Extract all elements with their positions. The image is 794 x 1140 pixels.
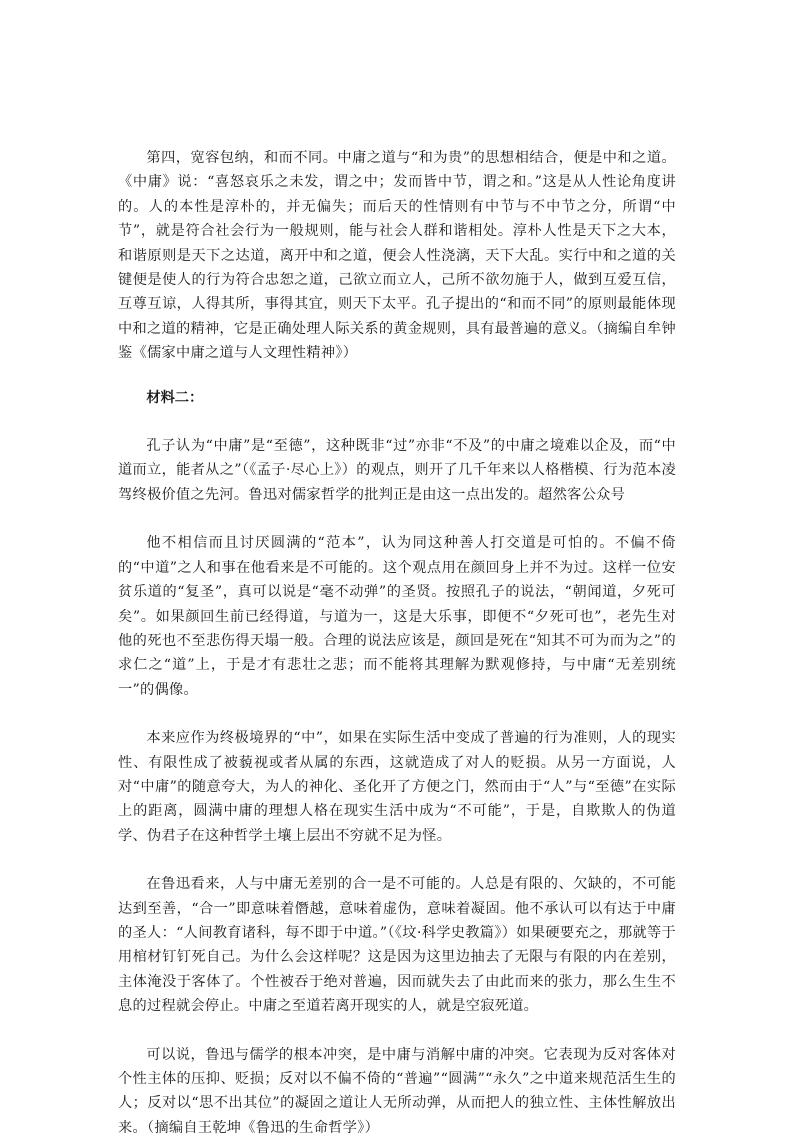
paragraph-ultimate-realm: 本来应作为终极境界的“中”，如果在实际生活中变成了普遍的行为准则，人的现实性、有限性成了被藐视或者从属的东西，这就造成了对人的贬损。从另一方面说，人对“中庸”的随意夸大，为人的神化、圣化开了方便之门，然而由于“人”与“至德”在实际上的距离，圆满中庸的理想人格在现实生活中成为“不可能”，于是，自欺欺人的伪道学、伪君子在这种哲学土壤上层出不穷就不足为怪。 [118, 730, 676, 844]
paragraph-conclusion: 可以说，鲁迅与儒学的根本冲突，是中庸与消解中庸的冲突。它表现为反对客体对个性主体的压抑、贬损；反对以不偏不倚的“普遍”“圆满”“永久”之中道来规范活生生的人；反对以“思不出其位”的凝固之道让人无所动弹，从而把人的独立性、主体性解放出来。（摘编自王乾坤《鲁迅的生命哲学》） [118, 1046, 676, 1136]
paragraph-confucius-zhongyong: 孔子认为“中庸”是“至德”，这种既非“过”亦非“不及”的中庸之境难以企及，而“中道而立，能者从之”（《孟子·尽心上》）的观点，则开了几千年来以人格楷模、行为范本凌驾终极价值之先河。鲁迅对儒家哲学的批判正是由这一点出发的。超然客公众号 [118, 438, 676, 503]
spacer [118, 410, 676, 434]
spacer [118, 702, 676, 726]
document-body [118, 146, 676, 1140]
spacer [118, 848, 676, 872]
spacer [118, 366, 676, 386]
material-2-heading: 材料二： [146, 389, 204, 406]
spacer [118, 507, 676, 531]
spacer [118, 1019, 676, 1043]
paragraph-lu-xun-view: 在鲁迅看来，人与中庸无差别的合一是不可能的。人总是有限的、欠缺的，不可能达到至善，“合一”即意味着僭越，意味着虚伪，意味着凝固。他不承认可以有达于中庸的圣人：“人间教育诸科，每不即于中道。”（《坟·科学史教篇》）如果硬要充之，那就等于用棺材钉钉死自己。为什么会这样呢？这是因为这里边抽去了无限与有限的内在差别，主体淹没于客体了。个性被吞于绝对普遍，因而就失去了由此而来的张力，那么生生不息的过程就会停止。中庸之至道若离开现实的人，就是空寂死道。 [118, 876, 676, 1015]
paragraph-4-tolerance: 第四，宽容包纳，和而不同。中庸之道与“和为贵”的思想相结合，便是中和之道。《中庸》说：“喜怒哀乐之未发，谓之中；发而皆中节，谓之和。”这是从人性论角度讲的。人的本性是淳朴的，并无偏失；而后天的性情则有中节与不中节之分，所谓“中节”，就是符合社会行为一般规则，能与社会人群和谐相处。淳朴人性是天下之大本，和谐原则是天下之达道，离开中和之道，便会人性浇漓，天下大乱。实行中和之道的关键便是使人的行为符合忠恕之道，己欲立而立人，己所不欲勿施于人，做到互爱互信，互尊互谅，人得其所，事得其宜，则天下太平。孔子提出的“和而不同”的原则最能体现中和之道的精神，它是正确处理人际关系的黄金规则，具有最普遍的意义。（摘编自牟钟鉴《儒家中庸之道与人文理性精神》） [118, 150, 676, 362]
paragraph-yan-hui: 他不相信而且讨厌圆满的“范本”，认为同这种善人打交道是可怕的。不偏不倚的“中道”之人和事在他看来是不可能的。这个观点用在颜回身上并不为过。这样一位安贫乐道的“复圣”，真可以说是“毫不动弹”的圣贤。按照孔子的说法，“朝闻道，夕死可矣”。如果颜回生前已经得道，与道为一，这是大乐事，即便不“夕死可也”，老先生对他的死也不至悲伤得天塌一般。合理的说法应该是，颜回是死在“知其不可为而为之”的求仁之“道”上，于是才有悲壮之悲；而不能将其理解为默观修持，与中庸“无差别统一”的偶像。 [118, 535, 676, 698]
